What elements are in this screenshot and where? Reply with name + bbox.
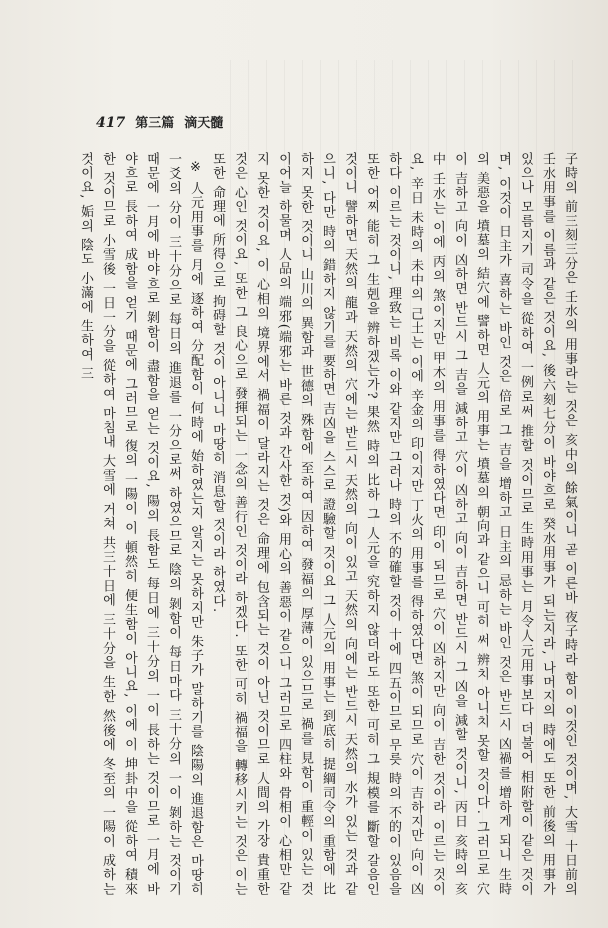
- vertical-body-text: [78, 152, 580, 897]
- running-header: [96, 112, 576, 138]
- footnote-paragraph: ※ 人元用事를 月에 逐하여 分配함이 何時에 始하였는지 알지는 못하지만 朱子가 말하기를 陰陽의 進退함은 마땅히 一爻의 分이 三十分으로 每日의 進退를 一分으로써 하였으므로 陰의 剝함이 每日마다 三十分의 一이 剝하는 것이기 때문에 一月에 바야흐로 剝함이 盡함을 얻는 것이요, 陽의 長함도 每日에 三十分의 一이 長하는 것이므로 一月에 바야흐로 長하여 成함을 얻기 때문에 그러므로 復의 一陽이 이 頓然히 便生함이 아니요, 이에 이 坤卦中을 從하여 積來한 것이므로 小雪後 一日一分을 從하여 마침내 大雪에 거쳐 共三十日에 三十分을 生한 然後에 冬至의 一陽이 成하는 것이요, 姤의 陰도 小滿에 生하여 三: [78, 152, 203, 896]
- book-title: 滴天髓: [184, 116, 224, 131]
- page-number: 417: [96, 115, 126, 131]
- body-paragraph: 子時의 前三刻三分은 壬水의 用事라는 것은 亥中의 餘氣이니 곧 이른바 夜子時라 함이 이것인 것이며, 大雪 十日前의 壬水用事를 이름과 같은 것이요, 後六刻七分이 바야흐로 癸水用事가 되는지라, 나머지의 時에도 또한 前後의 用事가 있으나 모름지기 司令을 從하여 一例로써 推할 것이므로 生時用事는 月令人元用事보다 더불어 相附할이 같은 것이며, 이것이 日主가 喜하는 바인 것은 倍로 그 吉을 增하고 日主의 忌하는 바인 것은 반드시 凶禍를 增하게 되니 生時의 美惡을 墳墓의 結穴에 譬하면 人元의 用事는 墳墓의 朝向과 같으니 可히 써 辨치 아니치 못할 것이다. 그러므로 穴이 吉하고 向이 凶하면 반드시 그 吉을 減하고 穴이 凶하고 向이 吉하면 반드시 그 凶을 減할 것이니, 丙日 亥時의 亥中 壬水는 이에 丙의 煞이지만 甲木의 用事를 得하였다면 印이 되므로 穴이 凶하지만 向이 吉한 것이라 이르는 것이요, 辛日 未時의 未中의 己土는 이에 辛金의 印이지만 丁火의 用事를 得하였다면 煞이 되므로 穴이 吉하지만 向이 凶하다 이르는 것이니, 理致는 비록 이와 같지만 그러나 時의 不的確할 것이 十에 四五이므로 무릇 時의 不的이 있음을 또한 어찌 能히 그 生剋을 辨하겠는가? 果然 時의 比하 그 人元을 究하지 않더라도 또한 可히 그 規模를 斷할 갈음인 것이니 譬하면 天然의 龍과 天然의 穴에는 반드시 天然의 向이 있고 天然의 向에는 반드시 天然의 水가 있는 것과 같으니, 다만 時의 錯하지 않기를 要하면 吉凶을 스스로 證驗할 것이요 그 人元의 用事는 到底히 提綱司令의 重함에 比하지 못한 것이니 山川의 異함과 世德의 殊함에 至하여 因하여 發福의 厚薄이 있으므로 禍를 見함이 重輕이 있는 것이어늘 하물며 人品의 端邪(端邪는 바른 것과 간사한 것)와 用心의 善惡이 같으니 그러므로 四柱와 骨相이 心相만 같지 못한 것이요, 이 心相의 境界에서 禍福이 달라지는 것은 命理에 包含되는 것이 아닌 것이므로 人間의 가장 貴重한 것은 心인 것이요, 또한 그 良心으로 發揮되는 一念의 善行인 것이라 하겠다. 또한 可히 禍福을 轉移시키는 것은 이는 또한 命理에 所得으로 拘碍할 것이 아니니 마땅히 消息할 것이라 하였다.: [210, 152, 577, 897]
- chapter-title: 第三篇: [135, 116, 175, 131]
